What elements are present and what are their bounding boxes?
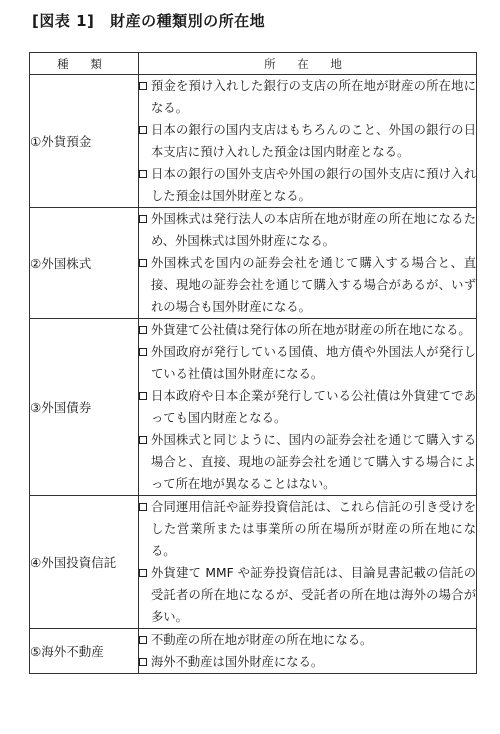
checkbox-bullet-icon: [139, 215, 147, 223]
checkbox-bullet-icon: [139, 348, 147, 356]
list-item: 外国株式と同じように、国内の証券会社を通じて購入する場合と、直接、現地の証券会社を通じて購入する場合によって所在地が異なることはない。: [139, 429, 476, 495]
table-row: [30, 319, 477, 496]
figure-title-text: 財産の種類別の所在地: [110, 12, 266, 30]
row-kind: ⑤海外不動産: [30, 629, 139, 674]
row-kind: ①外貨預金: [30, 75, 139, 208]
list-item: 外貨建て MMF や証券投資信託は、目論見書記載の信託の受託者の所在地になるが、受託者の所在地は海外の場合が多い。: [139, 562, 476, 628]
checkbox-bullet-icon: [139, 636, 147, 644]
header-location: 所 在 地: [139, 53, 477, 75]
checkbox-bullet-icon: [139, 503, 147, 511]
list-item: 外国株式を国内の証券会社を通じて購入する場合と、直接、現地の証券会社を通じて購入する場合があるが、いずれの場合も国外財産になる。: [139, 252, 476, 318]
checkbox-bullet-icon: [139, 436, 147, 444]
list-item: 外国政府が発行している国債、地方債や外国法人が発行している社債は国外財産になる。: [139, 341, 476, 385]
checkbox-bullet-icon: [139, 569, 147, 577]
row-kind: ④外国投資信託: [30, 496, 139, 629]
list-item: 外国株式は発行法人の本店所在地が財産の所在地になるため、外国株式は国外財産になる。: [139, 208, 476, 252]
checkbox-bullet-icon: [139, 82, 147, 90]
figure-title: [32, 10, 265, 31]
list-item: 海外不動産は国外財産になる。: [139, 651, 476, 673]
checkbox-bullet-icon: [139, 392, 147, 400]
table-row: [30, 208, 477, 319]
checkbox-bullet-icon: [139, 126, 147, 134]
list-item: 日本の銀行の国外支店や外国の銀行の国外支店に預け入れした預金は国外財産となる。: [139, 163, 476, 207]
list-item: 預金を預け入れした銀行の支店の所在地が財産の所在地になる。: [139, 75, 476, 119]
table-row: [30, 75, 477, 208]
list-item: 不動産の所在地が財産の所在地になる。: [139, 629, 476, 651]
row-kind: ③外国債券: [30, 319, 139, 496]
table-row: [30, 496, 477, 629]
checkbox-bullet-icon: [139, 326, 147, 334]
list-item: 合同運用信託や証券投資信託は、これら信託の引き受けをした営業所または事業所の所在場所が財産の所在地になる。: [139, 496, 476, 562]
row-description: [139, 496, 477, 629]
header-kind: 種 類: [30, 53, 139, 75]
list-item: 日本政府や日本企業が発行している公社債は外貨建てであっても国内財産となる。: [139, 385, 476, 429]
table-row: [30, 629, 477, 674]
row-description: [139, 319, 477, 496]
property-location-table: [29, 52, 477, 674]
checkbox-bullet-icon: [139, 259, 147, 267]
row-description: [139, 629, 477, 674]
row-description: [139, 208, 477, 319]
row-kind: ②外国株式: [30, 208, 139, 319]
list-item: 外貨建て公社債は発行体の所在地が財産の所在地になる。: [139, 319, 476, 341]
row-description: [139, 75, 477, 208]
list-item: 日本の銀行の国内支店はもちろんのこと、外国の銀行の日本支店に預け入れした預金は国内財産となる。: [139, 119, 476, 163]
checkbox-bullet-icon: [139, 658, 147, 666]
figure-label: [図表 1]: [32, 12, 95, 30]
checkbox-bullet-icon: [139, 170, 147, 178]
table-header-row: [30, 53, 477, 75]
